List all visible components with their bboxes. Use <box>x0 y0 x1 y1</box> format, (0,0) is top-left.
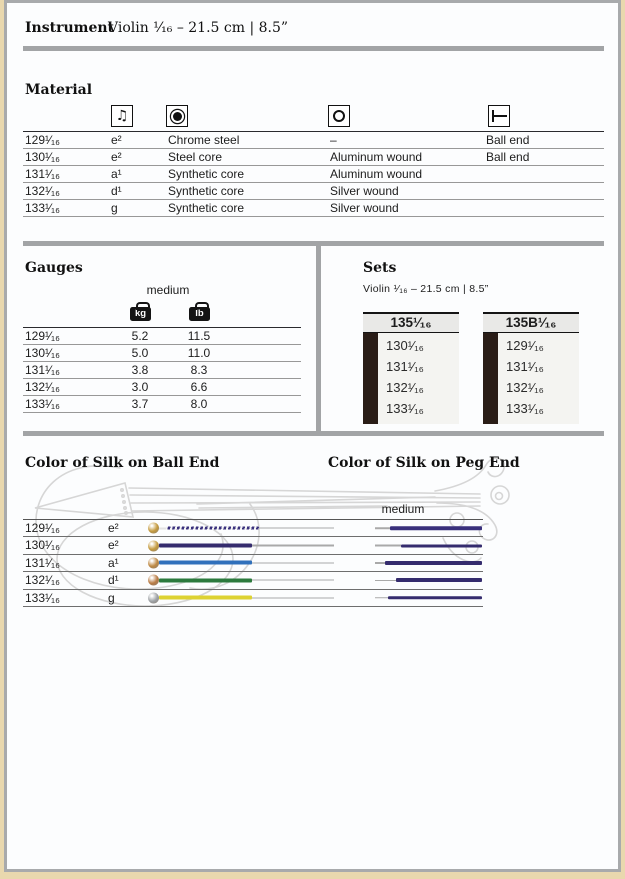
core-material: Chrome steel <box>168 133 240 147</box>
sets-subtitle: Violin ¹⁄₁₆ – 21.5 cm | 8.5” <box>363 283 489 295</box>
ball-end-glyph <box>492 110 507 122</box>
winding-ring-glyph <box>333 110 345 122</box>
gauge-label: medium <box>146 283 190 297</box>
string-tail <box>252 597 334 598</box>
set-contents <box>363 333 459 424</box>
part-number: 129¹⁄₁₆ <box>25 329 60 343</box>
string-lead <box>375 528 390 529</box>
winding-icon <box>328 105 350 127</box>
material-table <box>23 131 604 217</box>
string-tail <box>252 562 334 563</box>
tension-kg: 3.7 <box>131 397 149 411</box>
ball-silk <box>159 578 252 582</box>
peg-silk <box>401 544 482 547</box>
note-name: g <box>108 590 115 605</box>
instrument-label: Instrument <box>25 20 114 36</box>
instrument-value: Violin ¹⁄₁₆ – 21.5 cm | 8.5” <box>108 20 289 36</box>
tension-kg: 3.8 <box>131 363 149 377</box>
lb-weight-icon: lb <box>189 307 210 321</box>
silk-lead <box>159 527 166 529</box>
string-lead <box>375 545 401 546</box>
core-material: Synthetic core <box>168 201 245 215</box>
ball-end-string <box>148 592 334 603</box>
table-row <box>23 379 301 396</box>
table-row <box>23 537 483 554</box>
silk-peg-end-title: Color of Silk on Peg End <box>328 455 520 471</box>
set-box-135B <box>483 312 579 424</box>
ball-end-string <box>148 575 334 586</box>
end-type: Ball end <box>486 150 530 164</box>
ball-silk <box>159 561 252 565</box>
peg-silk <box>388 596 482 600</box>
tension-kg: 3.0 <box>131 380 149 394</box>
table-row <box>23 132 604 149</box>
part-number: 133¹⁄₁₆ <box>25 590 60 605</box>
table-row <box>23 555 483 572</box>
note-name: d¹ <box>108 573 119 588</box>
string-lead <box>375 562 385 563</box>
set-item: 130¹⁄₁₆ <box>386 338 424 353</box>
peg-end-string <box>375 526 482 530</box>
part-number: 131¹⁄₁₆ <box>25 167 60 181</box>
note-icon <box>111 105 133 127</box>
table-row <box>23 572 483 589</box>
page-card <box>4 0 621 872</box>
ball-silk <box>166 527 259 530</box>
core-material: Steel core <box>168 150 223 164</box>
set-item: 131¹⁄₁₆ <box>506 359 544 374</box>
gauges-table <box>23 327 301 413</box>
ball-end-ball <box>148 523 159 534</box>
tension-lb: 8.0 <box>190 397 208 411</box>
set-item: 133¹⁄₁₆ <box>386 401 424 416</box>
winding-material: Aluminum wound <box>330 167 423 181</box>
note-name: e² <box>111 133 122 147</box>
table-row <box>23 396 301 413</box>
peg-end-string <box>375 544 482 547</box>
set-spine-bar <box>363 333 378 424</box>
tension-lb: 11.5 <box>187 329 211 343</box>
string-lead <box>375 580 396 581</box>
winding-material: – <box>330 133 337 147</box>
peg-silk <box>390 526 482 530</box>
peg-silk <box>396 578 482 582</box>
ball-end-icon <box>488 105 510 127</box>
tension-lb: 11.0 <box>187 346 211 360</box>
string-tail <box>259 528 334 529</box>
material-title: Material <box>25 82 93 98</box>
header-divider <box>23 46 604 51</box>
table-row <box>23 183 604 200</box>
table-row <box>23 590 483 607</box>
ball-end-ball <box>148 592 159 603</box>
table-row <box>23 166 604 183</box>
table-row <box>23 149 604 166</box>
ball-end-ball <box>148 575 159 586</box>
table-row <box>23 520 483 537</box>
note-name: e² <box>108 521 119 535</box>
ball-end-string <box>148 523 334 534</box>
table-row <box>23 328 301 345</box>
core-material: Synthetic core <box>168 167 245 181</box>
peg-gauge-label: medium <box>381 502 425 516</box>
winding-material: Silver wound <box>330 184 399 198</box>
set-item: 132¹⁄₁₆ <box>386 380 424 395</box>
end-type: Ball end <box>486 133 530 147</box>
part-number: 132¹⁄₁₆ <box>25 573 60 588</box>
gauges-title: Gauges <box>25 260 83 276</box>
ball-silk <box>159 596 252 600</box>
set-contents <box>483 333 579 424</box>
peg-silk <box>385 561 482 565</box>
note-name: a¹ <box>108 555 119 570</box>
part-number: 130¹⁄₁₆ <box>25 150 60 164</box>
note-name: g <box>111 201 118 215</box>
set-item: 133¹⁄₁₆ <box>506 401 544 416</box>
ball-end-string <box>148 557 334 568</box>
core-dot-glyph <box>173 112 182 121</box>
note-glyph <box>116 107 129 125</box>
note-name: d¹ <box>111 184 122 198</box>
table-row <box>23 200 604 217</box>
note-name: e² <box>108 538 119 553</box>
part-number: 129¹⁄₁₆ <box>25 133 60 147</box>
part-number: 133¹⁄₁₆ <box>25 397 60 411</box>
sets-title: Sets <box>363 260 397 276</box>
string-lead <box>375 597 388 598</box>
core-material: Synthetic core <box>168 184 245 198</box>
set-name: 135¹⁄₁₆ <box>363 312 459 333</box>
set-item: 129¹⁄₁₆ <box>506 338 544 353</box>
ball-end-ball <box>148 540 159 551</box>
note-name: a¹ <box>111 167 122 181</box>
ball-end-ball <box>148 557 159 568</box>
tension-kg: 5.2 <box>131 329 149 343</box>
set-item: 131¹⁄₁₆ <box>386 359 424 374</box>
string-tail <box>252 545 334 546</box>
part-number: 129¹⁄₁₆ <box>25 521 60 535</box>
set-box-135 <box>363 312 459 424</box>
peg-end-string <box>375 578 482 582</box>
winding-material: Silver wound <box>330 201 399 215</box>
part-number: 133¹⁄₁₆ <box>25 201 60 215</box>
note-name: e² <box>111 150 122 164</box>
tension-kg: 5.0 <box>131 346 149 360</box>
table-row <box>23 362 301 379</box>
string-tail <box>252 580 334 581</box>
column-divider <box>316 241 321 436</box>
silk-ball-end-title: Color of Silk on Ball End <box>25 455 220 471</box>
winding-material: Aluminum wound <box>330 150 423 164</box>
ball-end-string <box>148 540 334 551</box>
part-number: 132¹⁄₁₆ <box>25 184 60 198</box>
mid-divider <box>23 241 604 246</box>
table-row <box>23 345 301 362</box>
part-number: 131¹⁄₁₆ <box>25 363 60 377</box>
ball-silk <box>159 544 252 548</box>
lower-divider <box>23 431 604 436</box>
set-spine-bar <box>483 333 498 424</box>
core-icon <box>166 105 188 127</box>
part-number: 130¹⁄₁₆ <box>25 538 60 553</box>
part-number: 132¹⁄₁₆ <box>25 380 60 394</box>
tension-lb: 8.3 <box>190 363 208 377</box>
kg-weight-icon: kg <box>130 307 151 321</box>
silk-color-table <box>23 519 483 607</box>
peg-end-string <box>375 596 482 600</box>
tension-lb: 6.6 <box>190 380 208 394</box>
part-number: 131¹⁄₁₆ <box>25 555 60 570</box>
part-number: 130¹⁄₁₆ <box>25 346 60 360</box>
set-name: 135B¹⁄₁₆ <box>483 312 579 333</box>
peg-end-string <box>375 561 482 565</box>
set-item: 132¹⁄₁₆ <box>506 380 544 395</box>
